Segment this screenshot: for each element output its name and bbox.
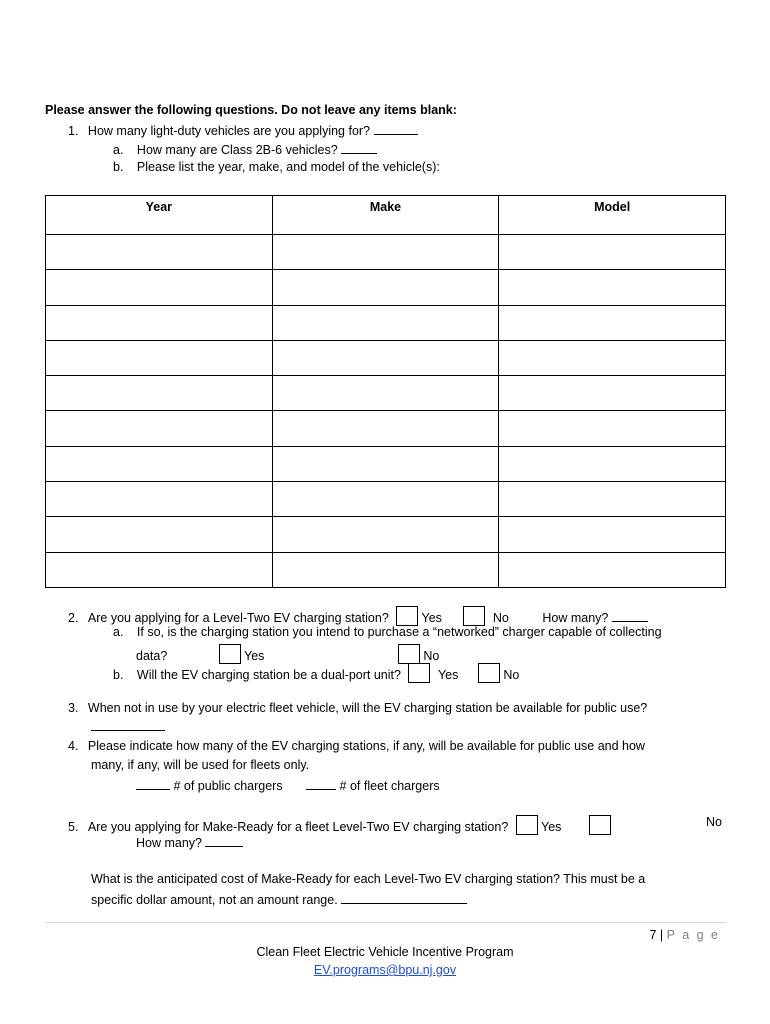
level-two-how-many-label: How many? xyxy=(542,611,609,625)
dual-port-yes-checkbox[interactable] xyxy=(408,663,430,683)
level-two-no-checkbox[interactable] xyxy=(463,606,485,626)
table-row xyxy=(46,446,726,481)
table-row xyxy=(46,376,726,411)
instructions-text: Please answer the following questions. Do not leave any items blank: xyxy=(45,103,457,117)
year-cell[interactable] xyxy=(46,305,273,340)
year-cell[interactable] xyxy=(46,517,273,552)
light-duty-count-field[interactable] xyxy=(374,122,418,135)
make-cell[interactable] xyxy=(272,411,499,446)
make-ready-yes-label: Yes xyxy=(541,820,562,834)
model-cell[interactable] xyxy=(499,340,726,375)
contact-email-wrap xyxy=(0,963,770,977)
dual-port-yes-label: Yes xyxy=(437,668,459,682)
year-cell[interactable] xyxy=(46,446,273,481)
make-ready-no-checkbox[interactable] xyxy=(589,815,611,835)
level-two-no-label: No xyxy=(492,611,509,625)
question-2 xyxy=(68,606,648,626)
question-1a xyxy=(113,141,377,157)
year-cell[interactable] xyxy=(46,552,273,587)
year-cell[interactable] xyxy=(46,270,273,305)
table-row xyxy=(46,517,726,552)
networked-yes-label: Yes xyxy=(244,649,265,663)
make-ready-how-many-label: How many? xyxy=(136,836,202,850)
program-name: Clean Fleet Electric Vehicle Incentive Program xyxy=(256,945,514,959)
question-1a-text: How many are Class 2B-6 vehicles? xyxy=(136,143,338,157)
year-cell[interactable] xyxy=(46,482,273,517)
public-use-answer-wrap xyxy=(91,718,165,734)
question-4-text: Please indicate how many of the EV charging stations, if any, will be available for public use and how xyxy=(87,739,645,753)
column-header-year: Year xyxy=(46,196,273,235)
model-cell[interactable] xyxy=(499,305,726,340)
question-2a-continued xyxy=(136,644,439,664)
make-ready-cost-field[interactable] xyxy=(341,891,467,904)
question-5 xyxy=(68,815,611,835)
networked-no-checkbox[interactable] xyxy=(398,644,420,664)
question-4 xyxy=(68,739,645,753)
year-cell[interactable] xyxy=(46,235,273,270)
make-cell[interactable] xyxy=(272,376,499,411)
question-1-number: 1. xyxy=(68,124,79,138)
question-1b-label: b. xyxy=(113,160,124,174)
make-ready-how-many xyxy=(136,834,243,850)
question-5-number: 5. xyxy=(68,820,79,834)
fleet-chargers-field[interactable] xyxy=(306,777,336,790)
make-ready-yes-checkbox[interactable] xyxy=(516,815,538,835)
model-cell[interactable] xyxy=(499,517,726,552)
table-row xyxy=(46,340,726,375)
model-cell[interactable] xyxy=(499,482,726,517)
question-1a-label: a. xyxy=(113,143,124,157)
question-2a-text-2: data? xyxy=(136,649,168,663)
dual-port-no-checkbox[interactable] xyxy=(478,663,500,683)
make-cell[interactable] xyxy=(272,235,499,270)
model-cell[interactable] xyxy=(499,235,726,270)
question-2-number: 2. xyxy=(68,611,79,625)
question-1 xyxy=(68,122,418,138)
contact-email-link[interactable]: EV.programs@bpu.nj.gov xyxy=(313,963,457,977)
level-two-yes-label: Yes xyxy=(421,611,442,625)
make-cell[interactable] xyxy=(272,340,499,375)
question-2b-label: b. xyxy=(113,668,124,682)
year-cell[interactable] xyxy=(46,376,273,411)
footer-divider xyxy=(45,922,726,923)
question-2a-label: a. xyxy=(113,625,124,639)
make-cell[interactable] xyxy=(272,446,499,481)
question-1-text: How many light-duty vehicles are you applying for? xyxy=(87,124,371,138)
level-two-yes-checkbox[interactable] xyxy=(396,606,418,626)
dual-port-no-label: No xyxy=(503,668,520,682)
table-row xyxy=(46,305,726,340)
question-3-number: 3. xyxy=(68,701,79,715)
question-3 xyxy=(68,701,647,715)
question-4-text-2: many, if any, will be used for fleets only. xyxy=(91,758,310,772)
table-row xyxy=(46,552,726,587)
question-5-text: Are you applying for Make-Ready for a fleet Level-Two EV charging station? xyxy=(87,820,509,834)
question-2-text: Are you applying for a Level-Two EV charging station? xyxy=(87,611,389,625)
question-2b-text: Will the EV charging station be a dual-port unit? xyxy=(136,668,401,682)
make-ready-no-label: No xyxy=(706,815,722,829)
make-cell[interactable] xyxy=(272,517,499,552)
table-row xyxy=(46,411,726,446)
make-ready-cost-line-2 xyxy=(91,891,467,907)
table-row xyxy=(46,235,726,270)
question-1b xyxy=(113,160,440,174)
question-2a-text: If so, is the charging station you intend to purchase a “networked” charger capable of collecting xyxy=(136,625,662,639)
table-row xyxy=(46,482,726,517)
class-2b6-count-field[interactable] xyxy=(341,141,377,154)
table-header-row xyxy=(46,196,726,235)
model-cell[interactable] xyxy=(499,270,726,305)
year-cell[interactable] xyxy=(46,340,273,375)
make-cell[interactable] xyxy=(272,305,499,340)
question-4-number: 4. xyxy=(68,739,79,753)
level-two-how-many-field[interactable] xyxy=(612,609,648,622)
model-cell[interactable] xyxy=(499,552,726,587)
make-ready-cost-text-2: specific dollar amount, not an amount range. xyxy=(91,893,338,907)
page-separator: | xyxy=(659,928,664,942)
public-chargers-label: # of public chargers xyxy=(173,779,283,793)
question-2b xyxy=(113,663,519,683)
model-cell[interactable] xyxy=(499,411,726,446)
question-3-text: When not in use by your electric fleet vehicle, will the EV charging station be available for public use? xyxy=(87,701,648,715)
page-word: P a g e xyxy=(666,928,720,942)
make-ready-cost-text: What is the anticipated cost of Make-Ready for each Level-Two EV charging station? This must be a xyxy=(91,872,646,886)
page-number xyxy=(649,928,720,942)
networked-no-label: No xyxy=(423,649,440,663)
question-4-counts xyxy=(136,777,440,793)
make-cell[interactable] xyxy=(272,270,499,305)
model-cell[interactable] xyxy=(499,376,726,411)
fleet-chargers-label: # of fleet chargers xyxy=(339,779,440,793)
page-number-value: 7 xyxy=(649,928,657,942)
model-cell[interactable] xyxy=(499,446,726,481)
vehicle-table xyxy=(45,195,726,588)
table-row xyxy=(46,270,726,305)
column-header-model: Model xyxy=(499,196,726,235)
make-cell[interactable] xyxy=(272,552,499,587)
public-use-answer-field[interactable] xyxy=(91,718,165,731)
year-cell[interactable] xyxy=(46,411,273,446)
make-cell[interactable] xyxy=(272,482,499,517)
networked-yes-checkbox[interactable] xyxy=(219,644,241,664)
question-2a xyxy=(113,625,662,639)
make-ready-how-many-field[interactable] xyxy=(205,834,243,847)
public-chargers-field[interactable] xyxy=(136,777,170,790)
column-header-make: Make xyxy=(272,196,499,235)
question-1b-text: Please list the year, make, and model of the vehicle(s): xyxy=(136,160,440,174)
